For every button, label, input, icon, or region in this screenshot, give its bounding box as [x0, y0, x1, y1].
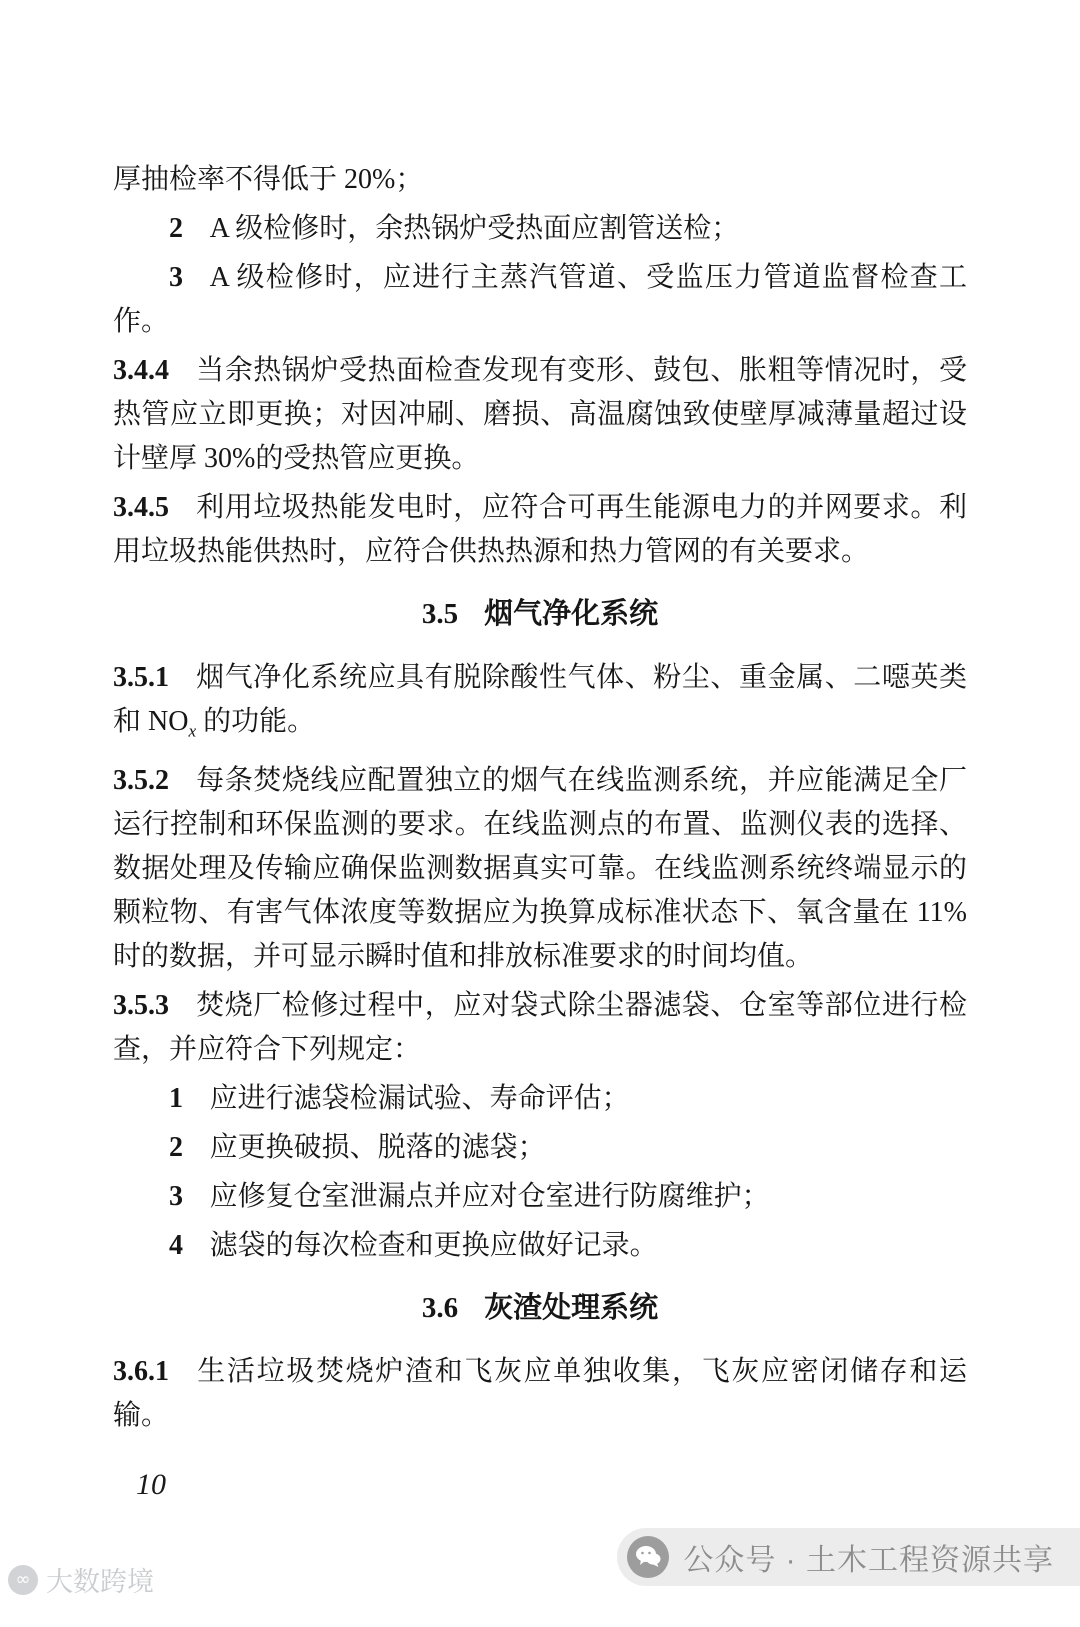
- clause-text: 烟气净化系统应具有脱除酸性气体、粉尘、重金属、二噁英类和 NO: [113, 662, 967, 737]
- item-number: 4: [169, 1229, 183, 1261]
- watermark-logo-icon: ∞: [8, 1565, 38, 1595]
- list-item: [113, 256, 967, 344]
- clause-text: 焚烧厂检修过程中，应对袋式除尘器滤袋、仓室等部位进行检查，并应符合下列规定：: [113, 989, 967, 1065]
- wechat-icon: [627, 1536, 669, 1578]
- clause-text: 生活垃圾焚烧炉渣和飞灰应单独收集，飞灰应密闭储存和运输。: [113, 1355, 967, 1431]
- section-number: 3.5: [421, 598, 459, 630]
- item-text: A 级检修时，余热锅炉受热面应割管送检；: [209, 213, 740, 244]
- clause-number: 3.5.3: [113, 989, 169, 1021]
- corner-watermark: [8, 1560, 154, 1599]
- clause-text: 当余热锅炉受热面检查发现有变形、鼓包、胀粗等情况时，受热管应立即更换；对因冲刷、磨损、高温腐蚀致使壁厚减薄量超过设计壁厚 30%的受热管应更换。: [113, 355, 967, 474]
- section-title: 烟气净化系统: [484, 598, 659, 630]
- clause-number: 3.4.4: [113, 355, 169, 386]
- nox-subscript: x: [188, 721, 197, 741]
- clause-text: 的功能。: [196, 706, 316, 737]
- clause-number: 3.4.5: [113, 492, 169, 523]
- item-text: 应进行滤袋检漏试验、寿命评估；: [209, 1082, 630, 1114]
- item-text: 滤袋的每次检查和更换应做好记录。: [209, 1229, 658, 1261]
- clause-3-5-3: [113, 984, 967, 1072]
- section-number: 3.6: [421, 1291, 459, 1324]
- clause-3-4-4: [113, 349, 967, 481]
- section-heading-3-5: [113, 592, 967, 636]
- section-heading-3-6: [113, 1286, 967, 1330]
- item-number: 2: [169, 1131, 183, 1163]
- corner-watermark-text: 大数跨境: [46, 1567, 154, 1597]
- clause-3-5-1: [113, 656, 967, 754]
- clause-number: 3.5.2: [113, 764, 169, 796]
- clause-text: 利用垃圾热能发电时，应符合可再生能源电力的并网要求。利用垃圾热能供热时，应符合供热热源和热力管网的有关要求。: [113, 492, 967, 567]
- clause-3-6-1: [113, 1350, 967, 1438]
- clause-3-4-5: [113, 486, 967, 574]
- item-text: A 级检修时，应进行主蒸汽管道、受监压力管道监督检查工作。: [113, 262, 967, 337]
- list-item: [113, 1126, 967, 1170]
- list-item: [113, 1077, 967, 1121]
- list-item: [113, 1224, 967, 1268]
- section-title: 灰渣处理系统: [484, 1291, 659, 1324]
- clause-number: 3.6.1: [113, 1355, 169, 1387]
- list-item: [113, 207, 967, 251]
- item-text: 应修复仓室泄漏点并应对仓室进行防腐维护；: [209, 1180, 770, 1212]
- page-number: 10: [136, 1468, 166, 1501]
- clause-3-5-2: [113, 759, 967, 979]
- paragraph-continuation: 厚抽检率不得低于 20%；: [113, 164, 424, 195]
- wechat-watermark-badge: [617, 1528, 1080, 1586]
- document-content: [113, 158, 967, 1443]
- list-item: [113, 1175, 967, 1219]
- watermark-text: 公众号 · 土木工程资源共享: [683, 1544, 1054, 1577]
- item-number: 2: [169, 213, 183, 244]
- clause-number: 3.5.1: [113, 662, 169, 693]
- clause-text: 每条焚烧线应配置独立的烟气在线监测系统，并应能满足全厂运行控制和环保监测的要求。在线监测点的布置、监测仪表的选择、数据处理及传输应确保监测数据真实可靠。在线监测系统终端显示的颗粒物、有害气体浓度等数据应为换算成标准状态下、氧含量在 11%时的数据，并可显示瞬时值和排放标准要求的时间均值。: [113, 764, 967, 972]
- item-number: 3: [169, 262, 183, 293]
- item-number: 3: [169, 1180, 183, 1212]
- item-text: 应更换破损、脱落的滤袋；: [209, 1131, 546, 1163]
- item-number: 1: [169, 1082, 183, 1114]
